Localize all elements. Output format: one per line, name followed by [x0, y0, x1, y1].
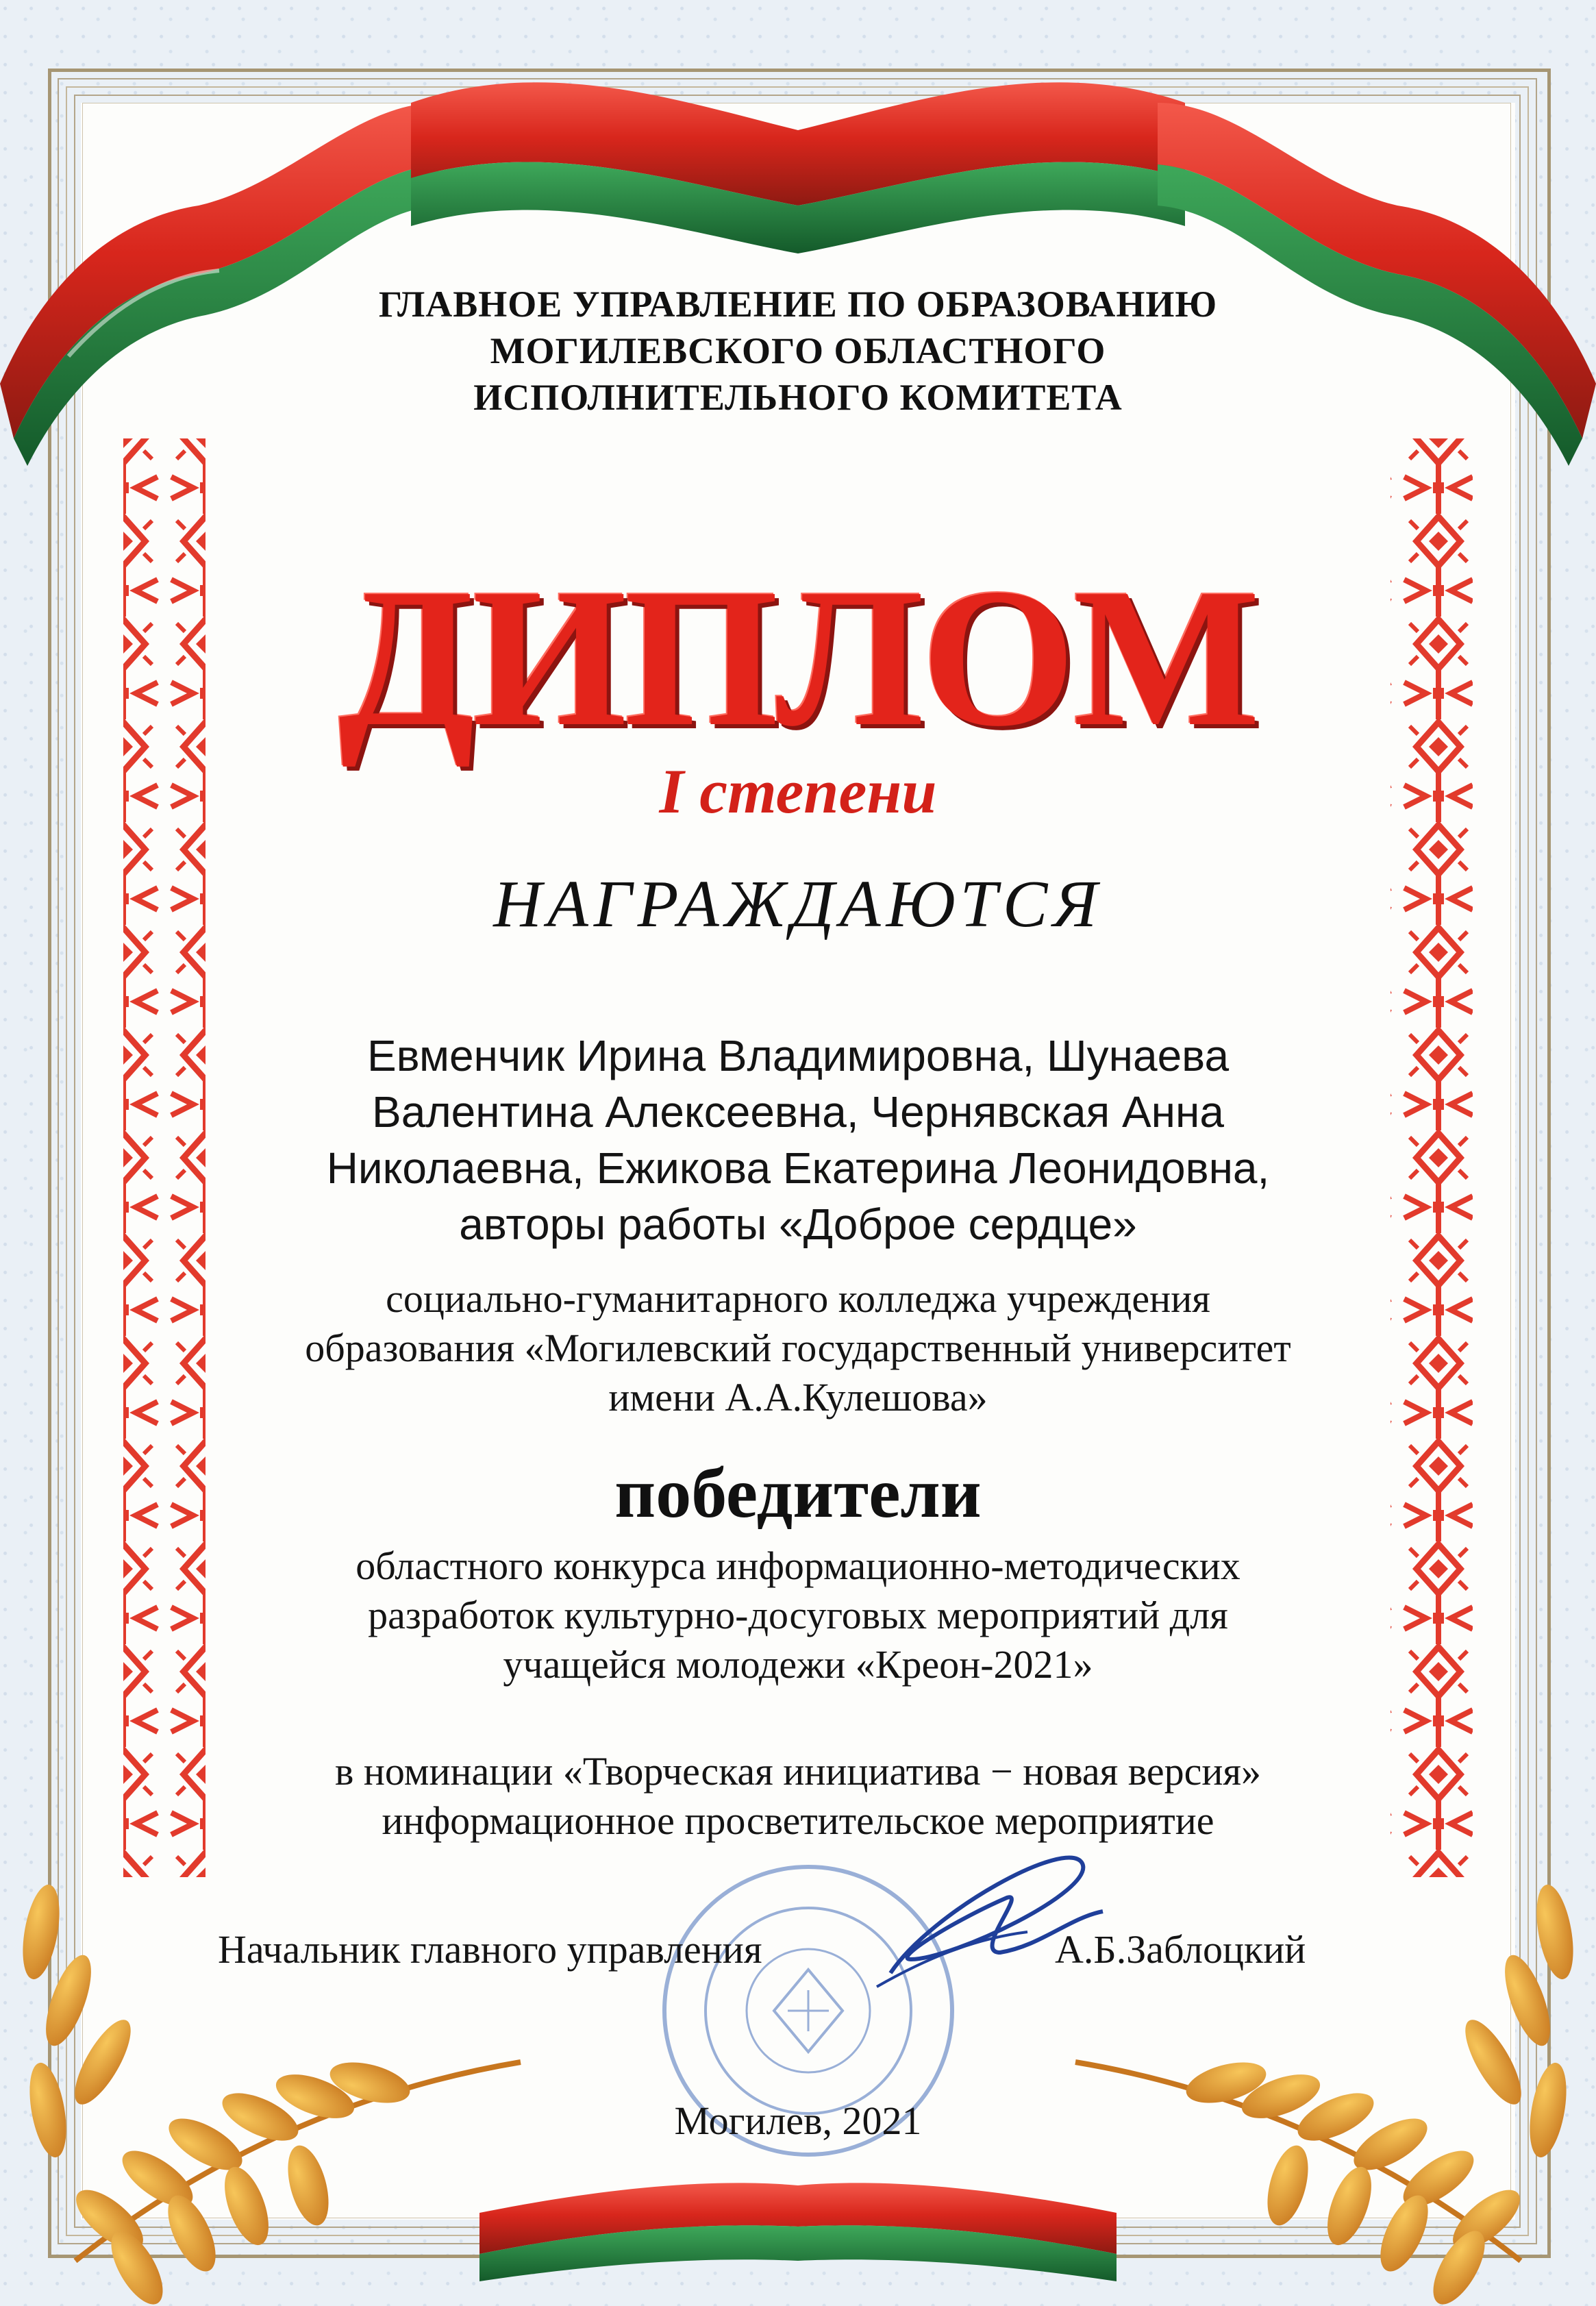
institution-line: имени А.А.Кулешова»	[608, 1375, 988, 1419]
signer-position: Начальник главного управления	[218, 1927, 762, 1972]
institution-block	[0, 1274, 1596, 1422]
recipients-line: Николаевна, Ежикова Екатерина Леонидовна,	[326, 1143, 1270, 1193]
organization-line: ИСПОЛНИТЕЛЬНОГО КОМИТЕТА	[473, 377, 1123, 418]
contest-block	[0, 1541, 1596, 1689]
organization-line: МОГИЛЕВСКОГО ОБЛАСТНОГО	[490, 330, 1106, 371]
contest-line: разработок культурно-досуговых мероприятий для	[368, 1593, 1228, 1637]
signer-name: А.Б.Заблоцкий	[1055, 1927, 1306, 1972]
institution-line: образования «Могилевский государственный университет	[305, 1326, 1291, 1370]
recipients-line: Евменчик Ирина Владимировна, Шунаева	[366, 1031, 1230, 1080]
recipients-line: авторы работы «Доброе сердце»	[459, 1200, 1137, 1249]
result-heading: победители	[614, 1454, 982, 1533]
place-and-date: Могилев, 2021	[674, 2098, 922, 2143]
institution-line: социально-гуманитарного колледжа учреждения	[386, 1276, 1210, 1321]
diploma-title: ДИПЛОМ	[338, 547, 1258, 767]
organization-line: ГЛАВНОЕ УПРАВЛЕНИЕ ПО ОБРАЗОВАНИЮ	[378, 284, 1218, 325]
awarded-heading: НАГРАЖДАЮТСЯ	[493, 867, 1103, 941]
recipients-block	[0, 1028, 1596, 1252]
contest-line: областного конкурса информационно-методических	[356, 1543, 1240, 1588]
nomination-block	[0, 1747, 1596, 1846]
recipients-line: Валентина Алексеевна, Чернявская Анна	[372, 1087, 1224, 1137]
diploma-degree: I степени	[659, 756, 937, 826]
contest-line: учащейся молодежи «Креон-2021»	[503, 1642, 1093, 1687]
nomination-line: в номинации «Творческая инициатива − новая версия»	[334, 1749, 1262, 1794]
nomination-line: информационное просветительское мероприятие	[382, 1798, 1214, 1843]
organization-header	[0, 281, 1596, 421]
